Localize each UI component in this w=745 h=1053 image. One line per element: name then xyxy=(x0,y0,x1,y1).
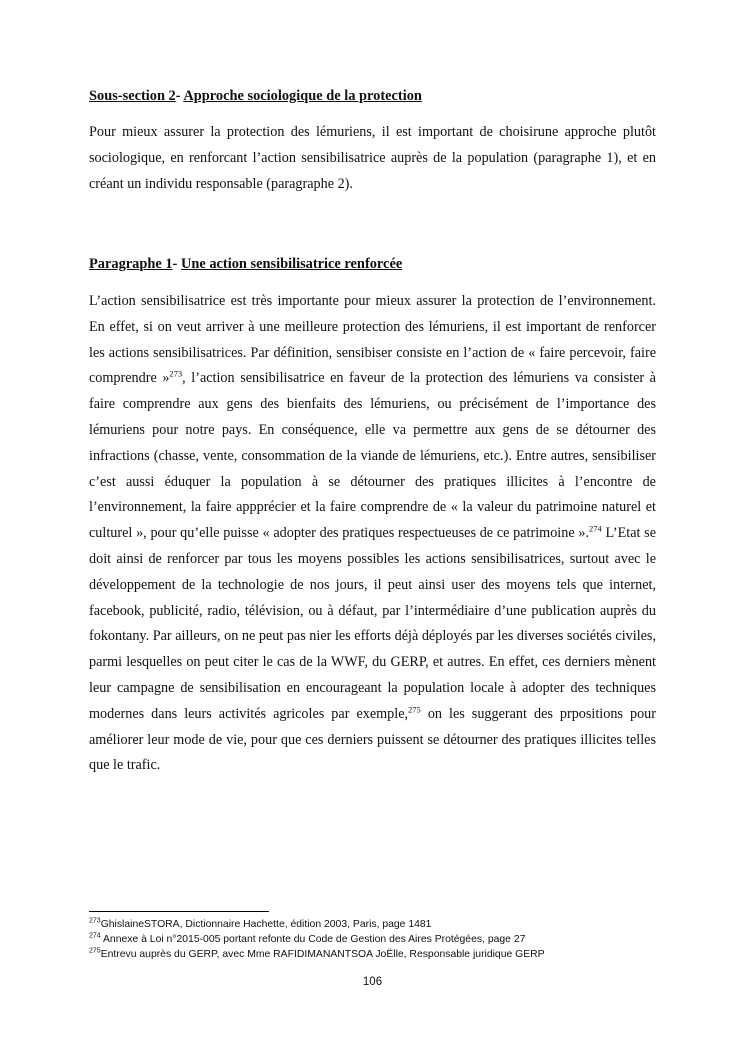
footnote-number: 273 xyxy=(89,917,101,925)
document-page xyxy=(89,0,656,1053)
footnotes xyxy=(89,917,656,963)
body-text-part-3: L’Etat se doit ainsi de renforcer par tous les moyens possibles les actions sensibilisatrices, surtout avec le développement de la technologie de nos jours, il peut ainsi user des moyens tels que internet, facebook, publicité, radio, télévision, ou à défaut, par l’intermédiaire d’une publication auprès du fokontany. Par ailleurs, on ne peut pas nier les efforts déjà déployés par les diverses sociétés civiles, parmi lesquelles on peut citer le cas de la WWF, du GERP, et autres. En effet, ces derniers mènent leur campagne de sensibilisation en encourageant la population locale à adopter des techniques modernes dans leurs activités agricoles par exemple, xyxy=(89,525,656,722)
footnote-ref-275[interactable]: 275 xyxy=(408,704,421,715)
section-separator: - xyxy=(175,88,184,104)
footnote-number: 274 xyxy=(89,932,101,940)
footnote-separator xyxy=(89,911,269,912)
footnote-text: Annexe à Loi n°2015-005 portant refonte du Code de Gestion des Aires Protégées, page 27 xyxy=(100,934,526,946)
section-label: Sous-section 2 xyxy=(89,88,176,104)
footnote-text: GhislaineSTORA, Dictionnaire Hachette, édition 2003, Paris, page 1481 xyxy=(100,919,432,930)
page-number: 106 xyxy=(362,976,383,988)
footnote-ref-273[interactable]: 273 xyxy=(169,368,183,379)
footnote-number: 275 xyxy=(89,947,101,955)
body-text-part-2: , l’action sensibilisatrice en faveur de la protection des lémuriens va consister à faire comprendre aux gens des bienfaits des lémuriens, ou précisément de l’importance des lémuriens pour notre pays. En conséquence, elle va permettre aux gens de se détourner des infractions (chasse, vente, consommation de la viande de lémuriens, etc.). Entre autres, sensibiliser c’est aussi éduquer la population à se détourner des pratiques illicites à l’encontre de l’environnement, la faire appprécier et la faire comprendre de « la valeur du patrimoine naturel et culturel », pour qu’elle puisse « adopter des pratiques respectueuses de ce patrimoine ». xyxy=(89,370,656,542)
intro-paragraph: Pour mieux assurer la protection des lémuriens, il est important de choisirune approche plutôt sociologique, en renforcant l’action sensibilisatrice auprès de la population (paragraphe 1), et en créant un individu responsable (paragraphe 2). xyxy=(89,124,656,192)
footnote-274 xyxy=(89,932,656,947)
paragraph-separator: - xyxy=(172,256,181,272)
paragraph-body xyxy=(89,289,656,779)
footnote-text: Entrevu auprès du GERP, avec Mme RAFIDIMANANTSOA JoËlle, Responsable juridique GERP xyxy=(100,949,545,961)
footnote-275 xyxy=(89,947,656,962)
paragraph-title: Une action sensibilisatrice renforcée xyxy=(180,256,403,272)
body-text-part-4: on les suggerant des prpositions pour améliorer leur mode de vie, pour que ces derniers puissent se détourner des pratiques illicites telles que le trafic. xyxy=(89,705,656,774)
paragraph-label: Paragraphe 1 xyxy=(89,256,173,272)
section-heading xyxy=(89,88,422,105)
section-title: Approche sociologique de la protection xyxy=(183,88,422,104)
footnote-ref-274[interactable]: 274 xyxy=(589,523,602,534)
footnote-273 xyxy=(89,917,656,932)
body-text-part-1: L’action sensibilisatrice est très importante pour mieux assurer la protection de l’environnement. En effet, si on veut arriver à une meilleure protection des lémuriens, il est important de renforcer les actions sensibilisatrices. Par définition, sensibiser consiste en l’action de « faire percevoir, faire comprendre » xyxy=(89,293,656,387)
paragraph-heading xyxy=(89,256,402,273)
